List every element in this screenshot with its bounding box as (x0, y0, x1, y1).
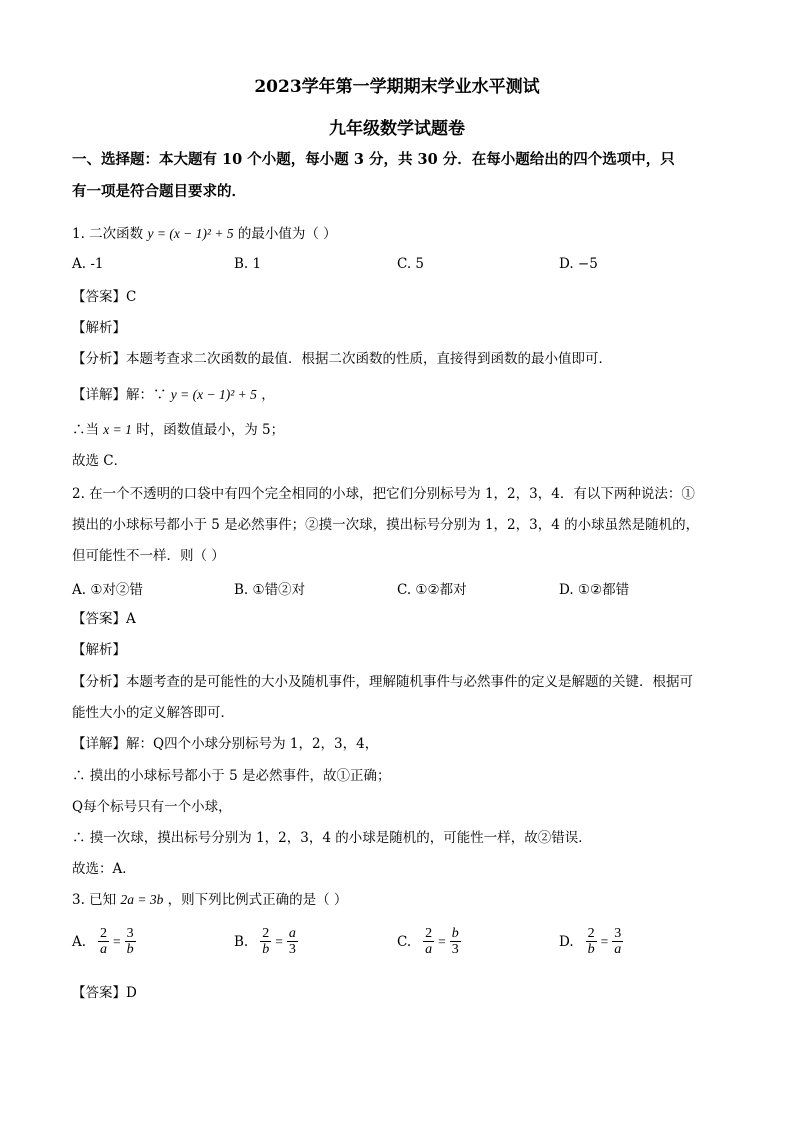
q3-option-d-right-fraction (612, 926, 623, 957)
q2-detail: 【详解】解：Q四个小球分别标号为 1，2，3，4， (72, 736, 379, 752)
q2-answer: 【答案】A (72, 611, 136, 627)
q1-detail-formula: y = (x − 1)² + 5 (170, 387, 257, 402)
q3-answer: 【答案】D (72, 985, 137, 1001)
exam-title: 2023学年第一学期期末学业水平测试 (254, 77, 540, 97)
fraction-denominator: b (262, 942, 270, 957)
fraction-denominator: a (614, 942, 622, 957)
q2-option-c: C. ①②都对 (397, 582, 467, 598)
q3-option-a-right-fraction (125, 926, 136, 957)
q2-options (72, 578, 732, 602)
fraction-numerator: 2 (262, 926, 270, 941)
q2-option-d: D. ①②都错 (559, 582, 630, 598)
equals-sign: = (275, 933, 283, 949)
q1-detail (72, 385, 275, 405)
question-1 (72, 224, 337, 244)
fraction-denominator: 3 (451, 942, 459, 957)
q2-fenxi-line2: 能性大小的定义解答即可． (72, 705, 234, 721)
q1-option-d: D. −5 (559, 256, 598, 272)
q1-fenxi: 【分析】本题考查求二次函数的最值．根据二次函数的性质，直接得到函数的最小值即可． (72, 351, 612, 367)
q3-option-c-label: C. (397, 933, 412, 950)
equals-sign: = (438, 933, 446, 949)
q3-option-b (234, 926, 300, 957)
fraction-numerator: 3 (126, 926, 134, 941)
q2-line3: 但可能性不一样．则（ ） (72, 548, 225, 564)
q3-formula: 2a = 3b (120, 892, 164, 907)
section-heading-line1: 一、选择题：本大题有 10 个小题，每小题 3 分，共 30 分．在每小题给出的四个选项中，只 (72, 151, 675, 168)
q3-option-c (397, 926, 463, 957)
fraction-numerator: 2 (425, 926, 433, 941)
fraction-numerator: a (288, 926, 296, 941)
fraction-denominator: b (587, 942, 595, 957)
q2-fenxi-line1: 【分析】本题考查的是可能性的大小及随机事件，理解随机事件与必然事件的定义是解题的关键．根据可 (72, 674, 693, 690)
fraction-numerator: 2 (587, 926, 595, 941)
q1-options (72, 256, 732, 280)
q2-analysis-heading: 【解析】 (72, 642, 126, 658)
q2-step2: Q每个标号只有一个小球， (72, 799, 232, 815)
q2-step3: ∴ 摸一次球，摸出标号分别为 1，2，3，4 的小球是随机的，可能性一样，故②错误． (72, 830, 592, 846)
q3-option-b-right-fraction (287, 926, 298, 957)
q1-formula: y = (x − 1)² + 5 (147, 226, 234, 241)
q3-prefix: 3. 已知 (72, 892, 117, 908)
q3-option-d-label: D. (559, 933, 574, 950)
q1-detail-suffix: ， (261, 387, 275, 403)
q2-step1: ∴ 摸出的小球标号都小于 5 是必然事件，故①正确； (72, 768, 391, 784)
equals-sign: = (113, 933, 121, 949)
question-3 (72, 890, 347, 910)
fraction-numerator: b (451, 926, 459, 941)
q1-prefix: 1. 二次函数 (72, 226, 144, 242)
q3-option-b-left-fraction (260, 926, 271, 957)
q3-option-d (559, 926, 625, 957)
q1-then-suffix: 时，函数值最小，为 5； (136, 422, 285, 438)
q3-option-a (72, 926, 138, 957)
q3-option-a-left-fraction (98, 926, 109, 957)
q1-answer: 【答案】C (72, 289, 137, 305)
section-heading-line2: 有一项是符合题目要求的． (72, 183, 246, 200)
q3-option-c-left-fraction (423, 926, 434, 957)
q1-option-a: A. -1 (72, 256, 104, 272)
fraction-denominator: a (425, 942, 433, 957)
q3-options (72, 926, 732, 966)
q1-suffix: 的最小值为（ ） (237, 226, 337, 242)
fraction-numerator: 3 (614, 926, 622, 941)
q3-option-b-label: B. (234, 933, 249, 950)
q2-line1: 2. 在一个不透明的口袋中有四个完全相同的小球，把它们分别标号为 1，2，3，4．有以下两种说法：① (72, 486, 695, 502)
q2-line2: 摸出的小球标号都小于 5 是必然事件；②摸一次球，摸出标号分别为 1，2，3，4 的小球虽然是随机的， (72, 517, 700, 533)
q1-option-b: B. 1 (234, 256, 262, 272)
q1-then (72, 420, 284, 440)
q2-option-b: B. ①错②对 (234, 582, 306, 598)
equals-sign: = (600, 933, 609, 949)
q1-option-c: C. 5 (397, 256, 425, 272)
q3-option-a-label: A. (72, 933, 87, 950)
fraction-denominator: b (126, 942, 134, 957)
q2-conclusion: 故选：A． (72, 861, 136, 877)
q1-then-prefix: ∴当 (72, 422, 99, 438)
q1-then-formula: x = 1 (103, 422, 132, 437)
fraction-denominator: a (100, 942, 108, 957)
exam-subtitle: 九年级数学试题卷 (329, 119, 465, 139)
q3-suffix: ，则下列比例式正确的是（ ） (167, 892, 348, 908)
q1-conclusion: 故选 C． (72, 453, 128, 469)
q1-detail-prefix: 【详解】解：∵ (72, 387, 167, 403)
q2-option-a: A. ①对②错 (72, 582, 143, 598)
q3-option-c-right-fraction (450, 926, 461, 957)
fraction-numerator: 2 (100, 926, 108, 941)
q3-option-d-left-fraction (586, 926, 597, 957)
fraction-denominator: 3 (288, 942, 296, 957)
q1-analysis-heading: 【解析】 (72, 320, 126, 336)
